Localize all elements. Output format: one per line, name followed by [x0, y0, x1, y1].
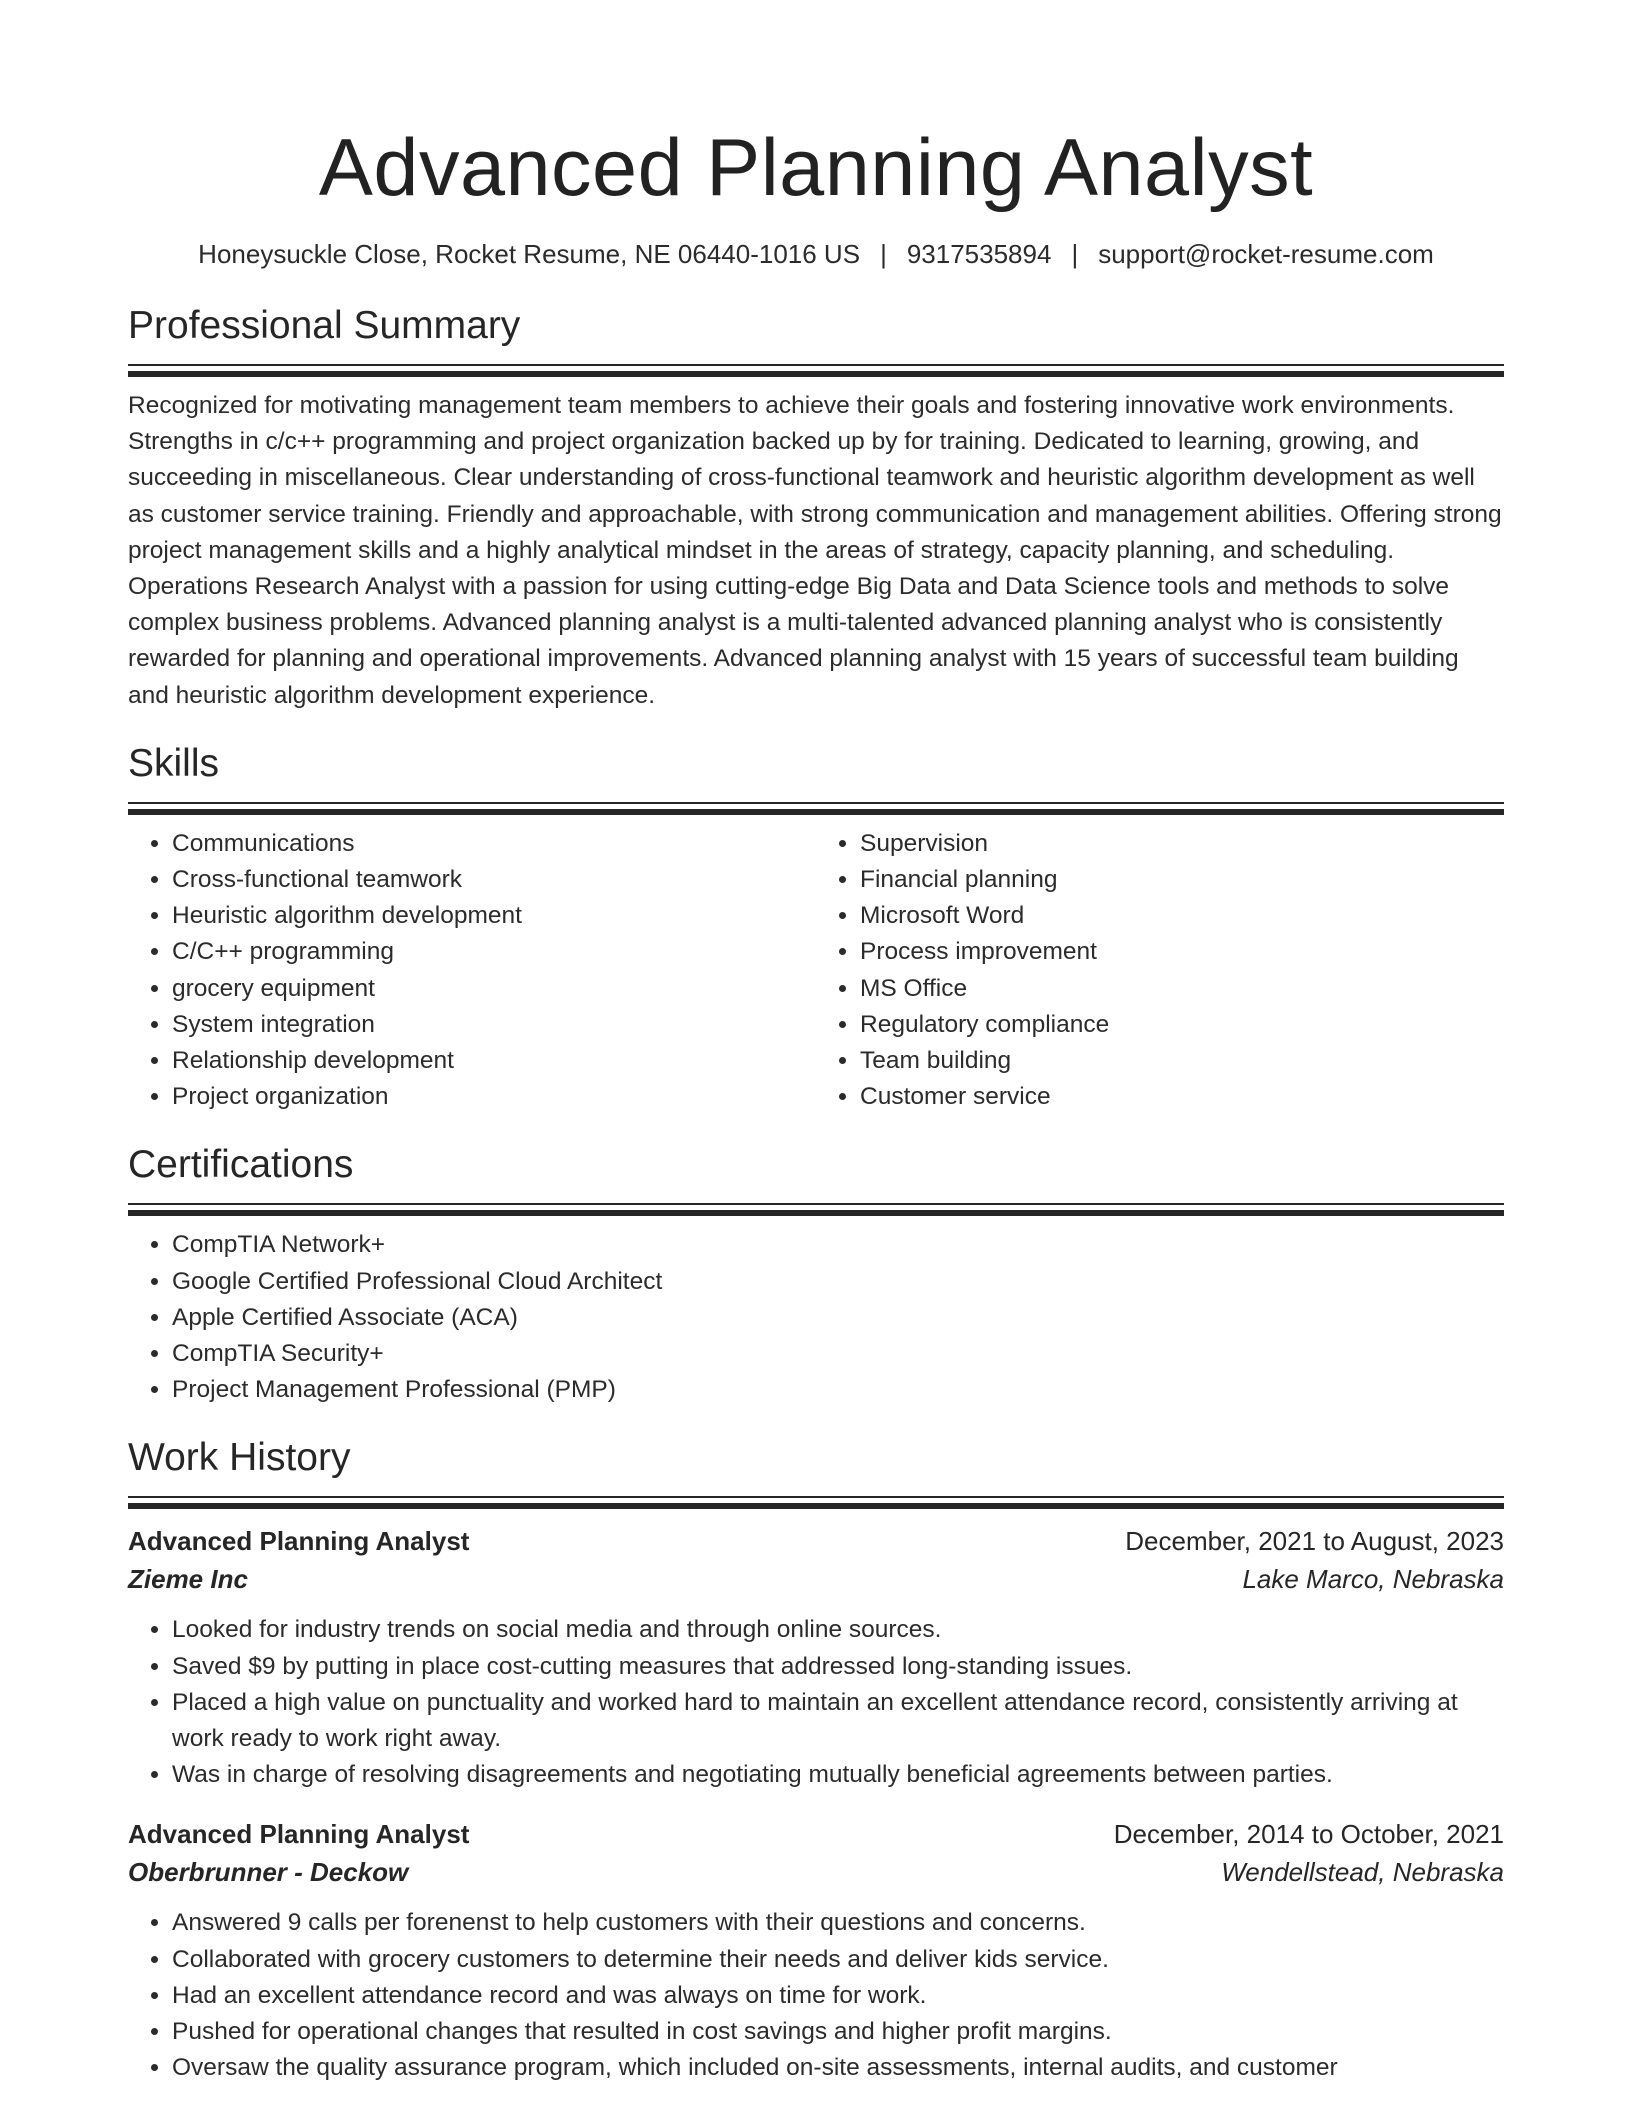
list-item: • Communications — [172, 826, 816, 862]
section-title-summary: Professional Summary — [128, 304, 521, 347]
separator: | — [880, 239, 887, 269]
list-item: • Team building — [860, 1043, 1504, 1079]
list-item: • Google Certified Professional Cloud Architect — [172, 1264, 1504, 1300]
job-bullets — [128, 1612, 1504, 1793]
work-history-section — [128, 1434, 1504, 2086]
list-item: • Saved $9 by putting in place cost-cutting measures that addressed long-standing issues. — [172, 1649, 1504, 1685]
job-location: Wendellstead, Nebraska — [1221, 1857, 1504, 1888]
job-dates: December, 2021 to August, 2023 — [1125, 1526, 1504, 1557]
section-title-certifications: Certifications — [128, 1143, 354, 1187]
certifications-list — [128, 1227, 1504, 1408]
list-item: • C/C++ programming — [172, 934, 816, 970]
list-item: • Project Management Professional (PMP) — [172, 1372, 1504, 1408]
job-entry — [128, 1815, 1504, 2086]
candidate-name: Advanced Planning Analyst — [318, 123, 1314, 213]
job-location: Lake Marco, Nebraska — [1242, 1564, 1504, 1595]
list-item: • Supervision — [860, 826, 1504, 862]
list-item: • Financial planning — [860, 862, 1504, 898]
list-item: • Apple Certified Associate (ACA) — [172, 1300, 1504, 1336]
list-item: • MS Office — [860, 971, 1504, 1007]
job-bullets — [128, 1905, 1504, 2086]
section-title-skills: Skills — [128, 741, 220, 785]
summary-text: Recognized for motivating management team members to achieve their goals and fostering innovative work environments. Strengths in c/c++ programming and project organization backed up by for training. Dedicated to learning, growing, and succeeding in miscellaneous. Clear understanding of cross-functional teamwork and heuristic algorithm development as well as customer service training. Friendly and approachable, with strong communication and management abilities. Offering strong project management skills and a highly analytical mindset in the areas of strategy, capacity planning, and scheduling. Operations Research Analyst with a passion for using cutting-edge Big Data and Data Science tools and methods to solve complex business problems. Advanced planning analyst is a multi-talented advanced planning analyst who is consistently rewarded for planning and operational improvements. Advanced planning analyst with 15 years of successful team building and heuristic algorithm development experience. — [128, 392, 1502, 709]
section-title-work-history: Work History — [128, 1436, 351, 1480]
list-item: • Heuristic algorithm development — [172, 898, 816, 934]
list-item: • Relationship development — [172, 1043, 816, 1079]
list-item: • grocery equipment — [172, 971, 816, 1007]
section-divider — [128, 364, 1504, 366]
list-item: • CompTIA Security+ — [172, 1336, 1504, 1372]
skills-list-right — [816, 826, 1504, 1116]
section-divider — [128, 802, 1504, 804]
list-item: • Project organization — [172, 1079, 816, 1115]
list-item: • Collaborated with grocery customers to determine their needs and deliver kids service. — [172, 1942, 1504, 1978]
email[interactable]: support@rocket-resume.com — [1098, 239, 1434, 269]
address: Honeysuckle Close, Rocket Resume, NE 06440-1016 US — [198, 239, 861, 269]
skills-list-left — [128, 826, 816, 1116]
list-item: • Regulatory compliance — [860, 1007, 1504, 1043]
job-title: Advanced Planning Analyst — [128, 1819, 470, 1850]
job-company: Zieme Inc — [128, 1564, 248, 1595]
list-item: • Answered 9 calls per forenenst to help customers with their questions and concerns. — [172, 1905, 1504, 1941]
list-item: • Customer service — [860, 1079, 1504, 1115]
list-item: • Cross-functional teamwork — [172, 862, 816, 898]
resume-page — [128, 0, 1504, 2087]
contact-line — [128, 236, 1504, 272]
list-item: • Had an excellent attendance record and was always on time for work. — [172, 1978, 1504, 2014]
summary-section — [128, 302, 1504, 714]
job-entry — [128, 1522, 1504, 1793]
list-item: • CompTIA Network+ — [172, 1227, 1504, 1263]
list-item: • Pushed for operational changes that resulted in cost savings and higher profit margins. — [172, 2014, 1504, 2050]
section-divider — [128, 1496, 1504, 1498]
certifications-section — [128, 1141, 1504, 1408]
job-dates: December, 2014 to October, 2021 — [1113, 1819, 1504, 1850]
list-item: • Microsoft Word — [860, 898, 1504, 934]
section-divider — [128, 1203, 1504, 1205]
list-item: • Was in charge of resolving disagreements and negotiating mutually beneficial agreements between parties. — [172, 1757, 1504, 1793]
phone[interactable]: 9317535894 — [906, 239, 1052, 269]
job-company: Oberbrunner - Deckow — [128, 1857, 409, 1888]
list-item: • Oversaw the quality assurance program, which included on-site assessments, internal audits, and customer — [172, 2050, 1504, 2086]
skills-columns — [128, 826, 1504, 1116]
separator: | — [1071, 239, 1079, 269]
job-title: Advanced Planning Analyst — [128, 1526, 470, 1557]
list-item: • Looked for industry trends on social media and through online sources. — [172, 1612, 1504, 1648]
list-item: • Placed a high value on punctuality and worked hard to maintain an excellent attendance record, consistently arriving at work ready to work right away. — [172, 1685, 1504, 1757]
list-item: • Process improvement — [860, 934, 1504, 970]
skills-section — [128, 740, 1504, 1116]
list-item: • System integration — [172, 1007, 816, 1043]
